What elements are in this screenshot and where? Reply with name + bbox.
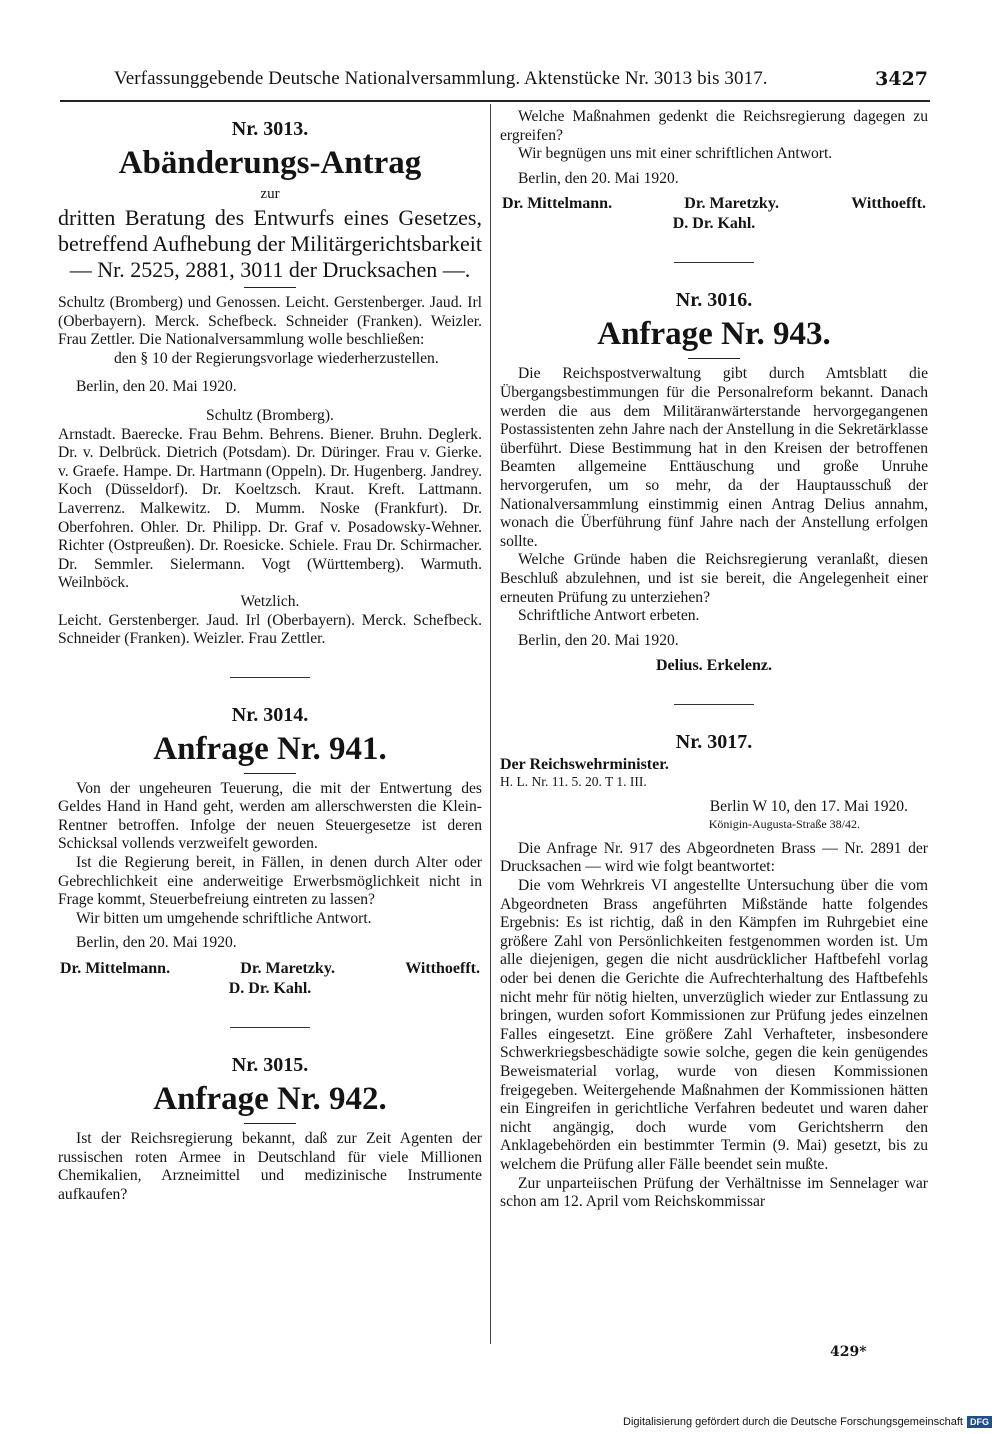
digitization-credit — [623, 1416, 992, 1428]
short-rule — [244, 287, 296, 288]
page-header — [60, 66, 930, 102]
section-separator — [674, 262, 754, 263]
date-line: Berlin, den 20. Mai 1920. — [76, 934, 237, 952]
signers-list-2: Leicht. Gerstenberger. Jaud. Irl (Oberbayern). Merck. Schefbeck. Schneider (Franken). Weizler. Frau Zettler. — [58, 611, 482, 648]
signature-row — [500, 194, 928, 214]
paragraph: Welche Gründe haben die Reichsregierung veranlaßt, diesen Beschluß abzulehnen, und ist sie bereit, die Angelegenheit einer erneuten Prüfung zu unterziehen? — [500, 551, 928, 606]
signature-row — [58, 959, 482, 979]
paragraph: Die vom Wehrkreis VI angestellte Untersuchung über die vom Abgeordneten Brass angeführten Mißstände hatte folgendes Ergebnis: Es ist richtig, daß in den Kämpfen im Ruhrgebiet eine größere Zahl von Persönlichkeiten festgenommen worden ist. Um alle diejenigen, gegen die nicht ausdrücklicher Haftbefehl vorlag oder bei denen die Gerichte die Aufrechterhaltung des Haftbefehls nicht mehr für nötig hielten, unverzüglich wieder zur Entlassung zu bringen, wurden sofort Kommissionen zur Prüfung jedes einzelnen Falles eingesetzt. Eine größere Zahl Verhafteter, insbesondere Schwerkriegsbeschädigte sowie solche, gegen die kein genügendes Beweismaterial vorlag, wurde von diesen Kommissionen freigegeben. Weitergehende Maßnahmen der Kommissionen hätten ein Eingreifen in gerichtliche Verfahren bedeutet und waren daher nicht angängig, doch wurde vom Gerichtsherrn den Anklagebehörden ein bestimmter Termin (9. Mai) gesetzt, bis zu welchem die Prüfung aller Fälle beendet sein mußte. — [500, 877, 928, 1173]
section-separator — [230, 1027, 310, 1028]
section-separator — [230, 677, 310, 678]
paragraph: Schriftliche Antwort erbeten. — [518, 607, 700, 625]
short-rule — [688, 358, 740, 359]
section-heading: Anfrage Nr. 943. — [597, 316, 831, 353]
section-3017 — [500, 731, 928, 1211]
short-rule — [244, 773, 296, 774]
section-3014 — [58, 704, 482, 999]
section-heading: Anfrage Nr. 942. — [153, 1081, 387, 1118]
signature: Witthoefft. — [851, 195, 926, 213]
column-divider — [490, 104, 491, 1344]
section-3016 — [500, 289, 928, 676]
left-column — [58, 108, 482, 1204]
section-3015 — [58, 1054, 482, 1204]
motion-intro: Schultz (Bromberg) und Genossen. Leicht. Gerstenberger. Jaud. Irl (Oberbayern). Merck. Schefbeck. Schneider (Franken). Weizler. Frau Zettler. Die Nationalversammlung wolle beschließen: — [58, 294, 482, 349]
paragraph: Ist die Regierung bereit, in Fällen, in denen durch Alter oder Gebrechlichkeit eine anderweitige Erwerbsmöglichkeit nicht in Frage kommt, Steuerbefreiung eintreten zu lassen? — [58, 854, 482, 909]
paragraph: Welche Maßnahmen gedenkt die Reichsregierung dagegen zu ergreifen? — [500, 108, 928, 144]
section-number: Nr. 3015. — [231, 1054, 309, 1077]
street: Königin-Augusta-Straße 38/42. — [708, 816, 860, 831]
sender: Der Reichswehrminister. — [500, 756, 669, 774]
reference: H. L. Nr. 11. 5. 20. T 1. III. — [500, 774, 647, 790]
lead-signer: Schultz (Bromberg). — [206, 406, 334, 424]
page-number: 3427 — [875, 68, 928, 90]
dfg-logo: DFG — [967, 1416, 992, 1428]
signature: Witthoefft. — [405, 960, 480, 978]
signers-list: Arnstadt. Baerecke. Frau Behm. Behrens. Biener. Bruhn. Deglerk. Dr. v. Delbrück. Dietrich (Potsdam). Dr. Düringer. Frau v. Gierke. v. Graefe. Hampe. Dr. Hartmann (Oppeln). Dr. Hugenberg. Jandrey. Koch (Düsseldorf). Dr. Koeltzsch. Kraut. Kreft. Lattmann. Laverrenz. Malkewitz. D. Mumm. Noske (Frankfurt). Dr. Oberfohren. Ohler. Dr. Philipp. Dr. Graf v. Posadowsky-Wehner. Richter (Ostpreußen). Dr. Roesicke. Schiele. Frau Dr. Schirmacher. Dr. Semmler. Sielermann. Vogt (Württemberg). Warmuth. Weilnböck. — [58, 425, 482, 592]
date-line: Berlin, den 20. Mai 1920. — [518, 169, 679, 187]
signature: Dr. Mittelmann. — [60, 960, 171, 978]
paragraph: Wir bitten um umgehende schriftliche Antwort. — [76, 909, 372, 927]
short-rule — [244, 1123, 296, 1124]
signature: Dr. Maretzky. — [240, 960, 335, 978]
paragraph: Ist der Reichsregierung bekannt, daß zur Zeit Agenten der russischen roten Armee in Deutschland für viele Millionen Chemikalien, Arzneimittel und medizinische Instrumente aufkaufen? — [58, 1130, 482, 1203]
signature: D. Dr. Kahl. — [672, 215, 756, 233]
section-number: Nr. 3017. — [675, 731, 753, 754]
signature: Delius. Erkelenz. — [656, 657, 772, 675]
signature: Dr. Maretzky. — [684, 195, 779, 213]
section-number: Nr. 3013. — [231, 118, 309, 140]
right-column — [500, 108, 928, 1212]
paragraph: Die Reichspostverwaltung gibt durch Amtsblatt die Übergangsbestimmungen für die Personalreform bekannt. Danach werden die aus dem Militäranwärterstande hervorgegangenen Postassistenten zehn Jahre nach der Anstellung in die Sekretärklasse überführt. Diese Bestimmung hat in den Kreisen der betroffenen Beamten allgemeine Enttäuschung und große Unruhe hervorgerufen, um so mehr, da der Hauptausschuß der Nationalversammlung einstimmig einen Antrag Delius annahm, wonach die Überführung fünf Jahre nach der Anstellung erfolgen sollte. — [500, 365, 928, 550]
section-heading: Abänderungs-Antrag — [118, 145, 422, 181]
place-date: Berlin W 10, den 17. Mai 1920. — [709, 798, 908, 816]
section-number: Nr. 3016. — [675, 289, 753, 312]
section-separator — [674, 704, 754, 705]
running-title: Verfassunggebende Deutsche Nationalversammlung. Aktenstücke Nr. 3013 bis 3017. — [114, 68, 768, 89]
section-subtitle: dritten Beratung des Entwurfs eines Gesetzes, betreffend Aufhebung der Militärgerichtsbarkeit — Nr. 2525, 2881, 3011 der Drucksachen —. — [58, 205, 482, 282]
signature: Dr. Mittelmann. — [502, 195, 613, 213]
signature-mark: 429* — [830, 1344, 867, 1360]
motion-text: den § 10 der Regierungsvorlage wiederherzustellen. — [114, 349, 439, 367]
signers-tail: Wetzlich. — [240, 592, 300, 610]
paragraph: Die Anfrage Nr. 917 des Abgeordneten Brass — Nr. 2891 der Drucksachen — wird wie folgt beantwortet: — [500, 839, 928, 876]
section-3015-continued — [500, 108, 928, 234]
date-line: Berlin, den 20. Mai 1920. — [76, 378, 237, 396]
signature: D. Dr. Kahl. — [228, 980, 312, 998]
paragraph: Von der ungeheuren Teuerung, die mit der Entwertung des Geldes Hand in Hand geht, werden am allerschwersten die Klein-Rentner betroffen. Infolge der neuen Steuergesetze ist deren Schicksal vollends verzweifelt geworden. — [58, 779, 482, 853]
date-line: Berlin, den 20. Mai 1920. — [518, 631, 679, 649]
subtitle-zur: zur — [260, 186, 280, 202]
section-heading: Anfrage Nr. 941. — [153, 730, 387, 767]
section-3013 — [58, 118, 482, 649]
paragraph: Zur unparteiischen Prüfung der Verhältnisse im Sennelager war schon am 12. April vom Reichskommissar — [500, 1174, 928, 1211]
paragraph: Wir begnügen uns mit einer schriftlichen Antwort. — [518, 145, 833, 163]
credit-text: Digitalisierung gefördert durch die Deutsche Forschungsgemeinschaft — [623, 1416, 963, 1428]
section-number: Nr. 3014. — [231, 703, 309, 726]
